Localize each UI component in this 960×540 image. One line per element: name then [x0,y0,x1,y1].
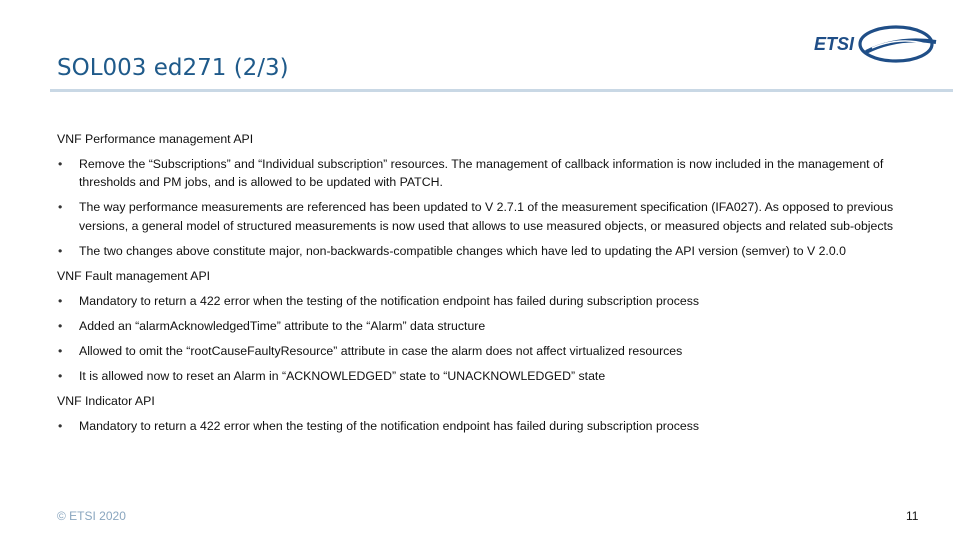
etsi-logo [810,22,938,68]
bullet-icon: • [58,293,63,308]
list-item: • Mandatory to return a 422 error when the testing of the notification endpoint has failed during subscription process [57,292,919,311]
list-item: • The two changes above constitute major, non-backwards-compatible changes which have led to updating the API version (semver) to V 2.0.0 [57,242,919,261]
section-heading-indicator: VNF Indicator API [57,394,155,409]
logo-text: ETSI [814,34,855,54]
slide-content [57,130,919,442]
section-heading-performance: VNF Performance management API [57,132,254,146]
list-item: • Allowed to omit the “rootCauseFaultyResource” attribute in case the alarm does not affect virtualized resources [57,342,919,361]
bullet-icon: • [58,200,63,215]
bullet-icon: • [58,318,63,333]
bullet-icon: • [58,243,63,258]
page-number: 11 [906,509,919,523]
footer-copyright: © ETSI 2020 [57,509,126,523]
title-divider [50,89,953,92]
bullet-icon: • [58,156,63,171]
list-item: • Mandatory to return a 422 error when the testing of the notification endpoint has failed during subscription process [57,417,919,436]
list-item: • It is allowed now to reset an Alarm in “ACKNOWLEDGED” state to “UNACKNOWLEDGED” state [57,367,919,386]
bullet-icon: • [58,418,63,433]
section-heading-fault: VNF Fault management API [57,269,211,284]
list-item: • Added an “alarmAcknowledgedTime” attribute to the “Alarm” data structure [57,317,919,336]
slide-title: SOL003 ed271 (2/3) [57,55,289,81]
list-item: • The way performance measurements are referenced has been updated to V 2.7.1 of the measurement specification (IFA027). As opposed to previous versions, a general model of structured measurements is now used that allows to use measured objects, or measured objects and related sub-objects [58,200,894,233]
list-item: • Remove the “Subscriptions” and “Individual subscription” resources. The management of callback information is now included in the management of thresholds and PM jobs, and is allowed to be updated with PATCH. [58,156,884,190]
bullet-icon: • [58,368,63,383]
bullet-icon: • [58,343,63,358]
